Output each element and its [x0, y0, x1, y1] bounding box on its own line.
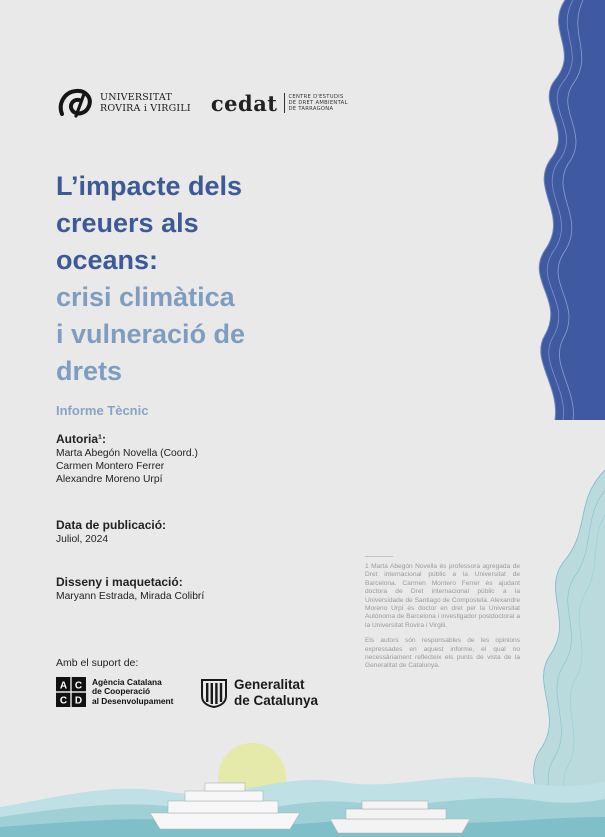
- blue-wave-decoration: [525, 0, 605, 420]
- title-line-3: oceans:: [56, 245, 159, 275]
- title-line-6: drets: [56, 356, 123, 386]
- generalitat-logo: [200, 677, 318, 708]
- acccd-logo: [56, 677, 173, 707]
- svg-text:D: D: [74, 695, 83, 707]
- cedat-subtitle: [289, 94, 348, 113]
- senyera-emblem-icon: [200, 678, 228, 708]
- urv-emblem-icon: [56, 86, 94, 120]
- cedat-divider: [284, 93, 285, 113]
- publication-date-value: Juliol, 2024: [56, 534, 109, 545]
- urv-logo: [56, 86, 191, 120]
- title-line-1: L’impacte dels: [56, 171, 243, 201]
- acccd-emblem-icon: [56, 677, 86, 707]
- cruise-ships-illustration: [0, 727, 605, 837]
- footnote-paragraph-1: 1 Marta Abegón Novella és professora agregada de Dret internacional públic a la Universitat de Barcelona. Carmen Montero Ferrer és ajudant doctora de Dret internacional públic a la Universidade de Santiago de Compostela. Alexandre Moreno Urpí és doctor en dret per la Universitat Autònoma de Barcelona i investigador postdoctoral a la Universitat Rovira i Virgili.: [365, 563, 520, 629]
- design-heading: Disseny i maquetació:: [56, 575, 183, 589]
- authors-section: [56, 432, 198, 486]
- acccd-line-1: Agència Catalana: [92, 676, 162, 687]
- svg-text:A: A: [59, 680, 68, 692]
- cedat-sub-line-3: DE TARRAGONA: [288, 106, 334, 113]
- design-credits-section: [56, 575, 204, 603]
- support-label: Amb el suport de:: [56, 657, 139, 669]
- authors-heading: Autoria¹:: [56, 432, 106, 446]
- acccd-line-3: al Desenvolupament: [92, 695, 174, 706]
- report-subtitle: Informe Tècnic: [56, 403, 149, 418]
- cedat-logo: [211, 91, 348, 116]
- generalitat-line-1: Generalitat: [234, 677, 305, 692]
- cedat-sub-line-2: DE DRET AMBIENTAL: [288, 99, 348, 106]
- report-title: [56, 168, 346, 390]
- acccd-line-2: de Cooperació: [92, 686, 151, 697]
- urv-line-2: ROVIRA i VIRGILI: [100, 103, 191, 114]
- urv-line-1: UNIVERSITAT: [100, 92, 172, 103]
- cedat-sub-line-1: CENTRE D'ESTUDIS: [288, 93, 344, 100]
- publication-date-section: [56, 518, 166, 546]
- title-line-4: crisi climàtica: [56, 282, 235, 312]
- title-line-2: creuers als: [56, 208, 199, 238]
- institution-logos: [56, 86, 348, 120]
- author-name: Carmen Montero Ferrer: [56, 461, 165, 472]
- author-name: Alexandre Moreno Urpí: [56, 474, 163, 485]
- design-value: Maryann Estrada, Mirada Colibrí: [56, 591, 205, 602]
- footnote-rule: [365, 556, 393, 557]
- title-line-5: i vulneració de: [56, 319, 246, 349]
- generalitat-wordmark: [234, 677, 318, 708]
- publication-date-heading: Data de publicació:: [56, 518, 167, 532]
- cedat-wordmark: cedat: [210, 90, 278, 116]
- urv-wordmark: [100, 92, 191, 114]
- acccd-wordmark: [92, 678, 173, 707]
- generalitat-line-2: de Catalunya: [234, 692, 319, 708]
- svg-text:C: C: [74, 680, 83, 692]
- svg-text:C: C: [59, 695, 68, 707]
- footnote-paragraph-2: Els autors són responsables de les opinions expressades en aquest informe, el qual no necessàriament reflecteix els punts de vista de la Generalitat de Catalunya.: [365, 637, 520, 670]
- footnote: [365, 556, 520, 678]
- author-name: Marta Abegón Novella (Coord.): [56, 448, 198, 459]
